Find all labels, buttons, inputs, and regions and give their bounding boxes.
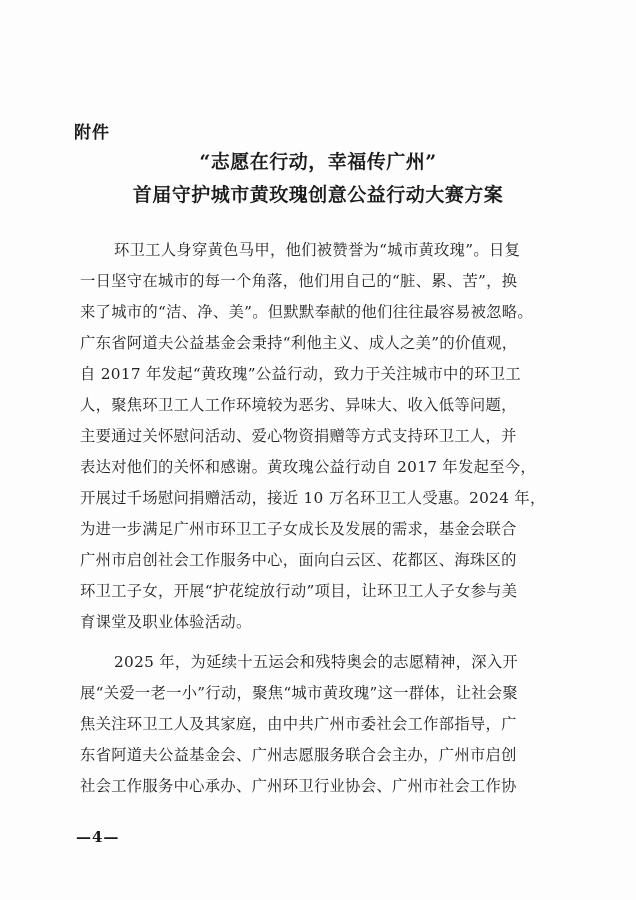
paragraph-line: 一日坚守在城市的每一个角落，他们用自己的“脏、累、苦”，换: [80, 272, 518, 290]
document-title-line-1: “志愿在行动，幸福传广州”: [199, 151, 437, 173]
paragraph-line: 东省阿道夫公益基金会、广州志愿服务联合会主办，广州市启创: [80, 746, 517, 764]
page-number: —4—: [76, 828, 120, 846]
paragraph-line: 主要通过关怀慰问活动、爱心物资捐赠等方式支持环卫工人，并: [80, 427, 517, 445]
paragraph-line: 育课堂及职业体验活动。: [80, 613, 252, 631]
paragraph-line: 展“关爱一老一小”行动，聚焦“城市黄玫瑰”这一群体，让社会聚: [80, 684, 519, 702]
paragraph-line: 广州市启创社会工作服务中心，面向白云区、花都区、海珠区的: [80, 551, 517, 569]
paragraph-line: 来了城市的“洁、净、美”。但默默奉献的他们往往最容易被忽略。: [80, 303, 533, 321]
paragraph-line: 为进一步满足广州市环卫工子女成长及发展的需求，基金会联合: [80, 520, 517, 538]
paragraph-line: 环卫工人身穿黄色马甲，他们被赞誉为“城市黄玫瑰”。日复: [114, 241, 521, 259]
paragraph-line: 社会工作服务中心承办、广州环卫行业协会、广州市社会工作协: [80, 777, 517, 795]
paragraph-line: 2025 年，为延续十五运会和残特奥会的志愿精神，深入开: [114, 653, 519, 671]
paragraph-line: 表达对他们的关怀和感谢。黄玫瑰公益行动自 2017 年发起至今，: [80, 458, 536, 476]
paragraph-line: 环卫工子女，开展“护花绽放行动”项目，让环卫工人子女参与美: [80, 582, 518, 600]
paragraph-line: 人，聚焦环卫工人工作环境较为恶劣、异味大、收入低等问题，: [80, 396, 517, 414]
paragraph-line: 焦关注环卫工人及其家庭，由中共广州市委社会工作部指导，广: [80, 715, 517, 733]
document-title-line-2: 首届守护城市黄玫瑰创意公益行动大赛方案: [132, 184, 504, 206]
paragraph-line: 开展过千场慰问捐赠活动，接近 10 万名环卫工人受惠。2024 年，: [80, 489, 546, 507]
attachment-label: 附件: [74, 123, 110, 143]
paragraph-line: 广东省阿道夫公益基金会秉持“利他主义、成人之美”的价值观，: [80, 334, 518, 352]
paragraph-line: 自 2017 年发起“黄玫瑰”公益行动，致力于关注城市中的环卫工: [80, 365, 522, 383]
